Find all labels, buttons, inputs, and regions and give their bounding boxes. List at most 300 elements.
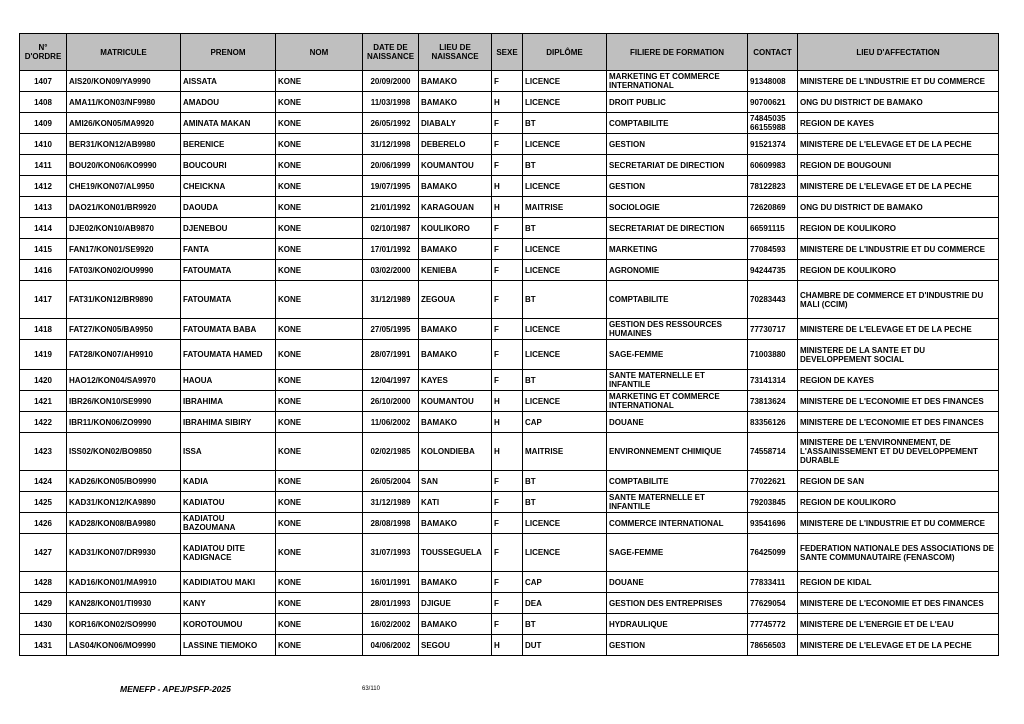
cell-num: 1420 [20,370,67,391]
cell-sexe: F [492,134,523,155]
cell-date: 31/07/1993 [363,534,419,572]
cell-contact: 77084593 [748,239,798,260]
cell-affectation: MINISTERE DE L'ELEVAGE ET DE LA PECHE [798,176,999,197]
cell-prenom: KANY [181,593,276,614]
cell-matricule: KOR16/KON02/SO9990 [67,614,181,635]
cell-contact: 78122823 [748,176,798,197]
cell-prenom: AMINATA MAKAN [181,113,276,134]
col-header-filiere: FILIERE DE FORMATION [607,34,748,71]
cell-num: 1416 [20,260,67,281]
cell-date: 21/01/1992 [363,197,419,218]
table-row [20,71,999,92]
cell-diplome: LICENCE [523,71,607,92]
cell-nom: KONE [276,71,363,92]
cell-num: 1424 [20,471,67,492]
cell-matricule: DAO21/KON01/BR9920 [67,197,181,218]
cell-prenom: KADIATOU BAZOUMANA [181,513,276,534]
table-row [20,433,999,471]
cell-diplome: LICENCE [523,176,607,197]
table-row [20,155,999,176]
cell-num: 1410 [20,134,67,155]
cell-affectation: MINISTERE DE L'ENERGIE ET DE L'EAU [798,614,999,635]
cell-nom: KONE [276,260,363,281]
cell-num: 1429 [20,593,67,614]
cell-nom: KONE [276,433,363,471]
cell-affectation: REGION DE KAYES [798,370,999,391]
cell-filiere: GESTION [607,635,748,656]
cell-matricule: IBR11/KON06/ZO9990 [67,412,181,433]
cell-prenom: BERENICE [181,134,276,155]
cell-nom: KONE [276,492,363,513]
cell-nom: KONE [276,218,363,239]
cell-diplome: DUT [523,635,607,656]
col-header-affectation: LIEU D'AFFECTATION [798,34,999,71]
cell-diplome: LICENCE [523,260,607,281]
cell-sexe: F [492,281,523,319]
cell-diplome: LICENCE [523,134,607,155]
cell-contact: 60609983 [748,155,798,176]
cell-prenom: FATOUMATA [181,281,276,319]
cell-filiere: MARKETING ET COMMERCE INTERNATIONAL [607,71,748,92]
cell-nom: KONE [276,534,363,572]
cell-sexe: F [492,471,523,492]
cell-contact: 74845035 66155988 [748,113,798,134]
cell-contact: 72620869 [748,197,798,218]
cell-affectation: MINISTERE DE L'ELEVAGE ET DE LA PECHE [798,134,999,155]
cell-sexe: F [492,239,523,260]
cell-prenom: AISSATA [181,71,276,92]
cell-sexe: F [492,155,523,176]
cell-contact: 78656503 [748,635,798,656]
cell-date: 02/02/1985 [363,433,419,471]
cell-sexe: H [492,635,523,656]
cell-nom: KONE [276,593,363,614]
cell-nom: KONE [276,340,363,370]
cell-filiere: SANTE MATERNELLE ET INFANTILE [607,492,748,513]
cell-filiere: COMMERCE INTERNATIONAL [607,513,748,534]
cell-matricule: ISS02/KON02/BO9850 [67,433,181,471]
cell-lieu: BAMAKO [419,513,492,534]
table-row [20,239,999,260]
col-header-matricule: MATRICULE [67,34,181,71]
cell-affectation: CHAMBRE DE COMMERCE ET D'INDUSTRIE DU MALI (CCIM) [798,281,999,319]
cell-diplome: BT [523,614,607,635]
cell-affectation: MINISTERE DE L'ELEVAGE ET DE LA PECHE [798,319,999,340]
cell-num: 1419 [20,340,67,370]
cell-nom: KONE [276,134,363,155]
cell-affectation: MINISTERE DE L'INDUSTRIE ET DU COMMERCE [798,513,999,534]
cell-filiere: SOCIOLOGIE [607,197,748,218]
cell-nom: KONE [276,513,363,534]
cell-date: 04/06/2002 [363,635,419,656]
cell-affectation: REGION DE KAYES [798,113,999,134]
cell-contact: 83356126 [748,412,798,433]
cell-nom: KONE [276,92,363,113]
cell-filiere: AGRONOMIE [607,260,748,281]
cell-num: 1414 [20,218,67,239]
cell-contact: 77629054 [748,593,798,614]
cell-prenom: ISSA [181,433,276,471]
cell-filiere: SECRETARIAT DE DIRECTION [607,155,748,176]
cell-sexe: H [492,176,523,197]
cell-prenom: AMADOU [181,92,276,113]
cell-prenom: DJENEBOU [181,218,276,239]
cell-matricule: FAT31/KON12/BR9890 [67,281,181,319]
cell-num: 1418 [20,319,67,340]
cell-contact: 77730717 [748,319,798,340]
cell-filiere: MARKETING [607,239,748,260]
cell-diplome: LICENCE [523,92,607,113]
table-row [20,340,999,370]
cell-contact: 77833411 [748,572,798,593]
cell-date: 17/01/1992 [363,239,419,260]
cell-matricule: KAD31/KON07/DR9930 [67,534,181,572]
cell-nom: KONE [276,614,363,635]
cell-lieu: BAMAKO [419,239,492,260]
cell-sexe: F [492,572,523,593]
cell-contact: 77745772 [748,614,798,635]
cell-diplome: LICENCE [523,513,607,534]
header-row [20,34,999,71]
cell-contact: 70283443 [748,281,798,319]
cell-matricule: KAD28/KON08/BA9980 [67,513,181,534]
cell-date: 28/07/1991 [363,340,419,370]
cell-diplome: BT [523,370,607,391]
cell-nom: KONE [276,113,363,134]
cell-filiere: GESTION DES ENTREPRISES [607,593,748,614]
cell-sexe: F [492,593,523,614]
cell-matricule: AMI26/KON05/MA9920 [67,113,181,134]
col-header-date: DATE DE NAISSANCE [363,34,419,71]
cell-matricule: AIS20/KON09/YA9990 [67,71,181,92]
cell-nom: KONE [276,471,363,492]
table-row [20,260,999,281]
cell-diplome: BT [523,155,607,176]
cell-diplome: MAITRISE [523,433,607,471]
cell-matricule: HAO12/KON04/SA9970 [67,370,181,391]
cell-num: 1409 [20,113,67,134]
cell-prenom: KOROTOUMOU [181,614,276,635]
cell-filiere: DOUANE [607,572,748,593]
cell-lieu: SEGOU [419,635,492,656]
cell-prenom: KADIA [181,471,276,492]
cell-prenom: KADIATOU [181,492,276,513]
cell-date: 26/05/2004 [363,471,419,492]
cell-num: 1421 [20,391,67,412]
table-row [20,593,999,614]
cell-nom: KONE [276,572,363,593]
cell-sexe: F [492,513,523,534]
cell-lieu: KAYES [419,370,492,391]
cell-filiere: SAGE-FEMME [607,340,748,370]
cell-matricule: FAT27/KON05/BA9950 [67,319,181,340]
cell-filiere: COMPTABILITE [607,113,748,134]
cell-num: 1407 [20,71,67,92]
cell-date: 28/08/1998 [363,513,419,534]
cell-lieu: KOUMANTOU [419,391,492,412]
cell-date: 16/02/2002 [363,614,419,635]
col-header-nom: NOM [276,34,363,71]
cell-diplome: BT [523,281,607,319]
cell-sexe: F [492,260,523,281]
table-row [20,370,999,391]
cell-affectation: MINISTERE DE L'INDUSTRIE ET DU COMMERCE [798,239,999,260]
cell-filiere: SECRETARIAT DE DIRECTION [607,218,748,239]
cell-affectation: REGION DE BOUGOUNI [798,155,999,176]
cell-nom: KONE [276,319,363,340]
cell-prenom: FANTA [181,239,276,260]
cell-matricule: KAD26/KON05/BO9990 [67,471,181,492]
col-header-lieu: LIEU DE NAISSANCE [419,34,492,71]
cell-contact: 76425099 [748,534,798,572]
cell-diplome: MAITRISE [523,197,607,218]
cell-date: 31/12/1998 [363,134,419,155]
cell-nom: KONE [276,281,363,319]
cell-prenom: CHEICKNA [181,176,276,197]
cell-date: 02/10/1987 [363,218,419,239]
cell-lieu: KENIEBA [419,260,492,281]
cell-contact: 79203845 [748,492,798,513]
cell-contact: 73141314 [748,370,798,391]
cell-contact: 77022621 [748,471,798,492]
cell-affectation: MINISTERE DE L'ECONOMIE ET DES FINANCES [798,391,999,412]
cell-diplome: CAP [523,572,607,593]
cell-date: 20/06/1999 [363,155,419,176]
cell-lieu: BAMAKO [419,176,492,197]
cell-date: 19/07/1995 [363,176,419,197]
cell-prenom: KADIDIATOU MAKI [181,572,276,593]
cell-num: 1425 [20,492,67,513]
cell-prenom: DAOUDA [181,197,276,218]
cell-matricule: FAT03/KON02/OU9990 [67,260,181,281]
cell-date: 12/04/1997 [363,370,419,391]
cell-sexe: F [492,614,523,635]
table-row [20,412,999,433]
cell-lieu: DJIGUE [419,593,492,614]
cell-filiere: SANTE MATERNELLE ET INFANTILE [607,370,748,391]
cell-affectation: MINISTERE DE L'ENVIRONNEMENT, DE L'ASSAINISSEMENT ET DU DEVELOPPEMENT DURABLE [798,433,999,471]
table-row [20,391,999,412]
cell-affectation: MINISTERE DE LA SANTE ET DU DEVELOPPEMENT SOCIAL [798,340,999,370]
col-header-sexe: SEXE [492,34,523,71]
cell-filiere: ENVIRONNEMENT CHIMIQUE [607,433,748,471]
cell-date: 16/01/1991 [363,572,419,593]
footer-reference: MENEFP - APEJ/PSFP-2025 [120,684,231,694]
cell-filiere: DROIT PUBLIC [607,92,748,113]
cell-date: 20/09/2000 [363,71,419,92]
cell-matricule: KAD31/KON12/KA9890 [67,492,181,513]
cell-date: 11/03/1998 [363,92,419,113]
cell-filiere: COMPTABILITE [607,281,748,319]
cell-diplome: LICENCE [523,319,607,340]
cell-sexe: F [492,340,523,370]
cell-contact: 71003880 [748,340,798,370]
cell-affectation: MINISTERE DE L'INDUSTRIE ET DU COMMERCE [798,71,999,92]
cell-lieu: BAMAKO [419,572,492,593]
col-header-diplome: DIPLÔME [523,34,607,71]
cell-matricule: LAS04/KON06/MO9990 [67,635,181,656]
cell-num: 1423 [20,433,67,471]
table-row [20,134,999,155]
cell-prenom: FATOUMATA [181,260,276,281]
cell-lieu: DIABALY [419,113,492,134]
cell-affectation: MINISTERE DE L'ECONOMIE ET DES FINANCES [798,593,999,614]
cell-matricule: FAT28/KON07/AH9910 [67,340,181,370]
cell-nom: KONE [276,370,363,391]
cell-prenom: IBRAHIMA [181,391,276,412]
cell-sexe: F [492,319,523,340]
cell-diplome: LICENCE [523,391,607,412]
cell-sexe: F [492,218,523,239]
cell-affectation: ONG DU DISTRICT DE BAMAKO [798,197,999,218]
cell-filiere: GESTION DES RESSOURCES HUMAINES [607,319,748,340]
cell-lieu: KATI [419,492,492,513]
cell-affectation: FEDERATION NATIONALE DES ASSOCIATIONS DE SANTE COMMUNAUTAIRE (FENASCOM) [798,534,999,572]
cell-num: 1408 [20,92,67,113]
cell-date: 27/05/1995 [363,319,419,340]
cell-filiere: SAGE-FEMME [607,534,748,572]
table-row [20,218,999,239]
cell-num: 1412 [20,176,67,197]
cell-matricule: AMA11/KON03/NF9980 [67,92,181,113]
col-header-num: N° D'ORDRE [20,34,67,71]
cell-filiere: HYDRAULIQUE [607,614,748,635]
cell-diplome: BT [523,218,607,239]
cell-contact: 93541696 [748,513,798,534]
cell-num: 1428 [20,572,67,593]
cell-sexe: F [492,113,523,134]
table-row [20,534,999,572]
cell-affectation: ONG DU DISTRICT DE BAMAKO [798,92,999,113]
cell-lieu: KARAGOUAN [419,197,492,218]
table-row [20,572,999,593]
cell-diplome: CAP [523,412,607,433]
cell-nom: KONE [276,197,363,218]
cell-contact: 91348008 [748,71,798,92]
cell-prenom: FATOUMATA BABA [181,319,276,340]
table-row [20,635,999,656]
cell-diplome: LICENCE [523,239,607,260]
cell-nom: KONE [276,176,363,197]
cell-affectation: REGION DE KOULIKORO [798,492,999,513]
cell-lieu: BAMAKO [419,614,492,635]
cell-affectation: REGION DE KOULIKORO [798,218,999,239]
col-header-contact: CONTACT [748,34,798,71]
cell-contact: 73813624 [748,391,798,412]
cell-num: 1411 [20,155,67,176]
cell-matricule: FAN17/KON01/SE9920 [67,239,181,260]
table-row [20,176,999,197]
cell-lieu: TOUSSEGUELA [419,534,492,572]
cell-prenom: KADIATOU DITE KADIGNACE [181,534,276,572]
cell-contact: 66591115 [748,218,798,239]
cell-num: 1430 [20,614,67,635]
table-row [20,92,999,113]
cell-num: 1431 [20,635,67,656]
table-row [20,513,999,534]
cell-lieu: KOULIKORO [419,218,492,239]
cell-sexe: F [492,534,523,572]
cell-sexe: F [492,370,523,391]
cell-nom: KONE [276,155,363,176]
cell-diplome: DEA [523,593,607,614]
cell-diplome: LICENCE [523,534,607,572]
cell-sexe: H [492,391,523,412]
cell-nom: KONE [276,391,363,412]
table-row [20,197,999,218]
cell-sexe: F [492,71,523,92]
cell-lieu: BAMAKO [419,319,492,340]
cell-sexe: H [492,197,523,218]
cell-prenom: FATOUMATA HAMED [181,340,276,370]
cell-date: 03/02/2000 [363,260,419,281]
cell-lieu: BAMAKO [419,340,492,370]
cell-sexe: H [492,412,523,433]
cell-lieu: SAN [419,471,492,492]
cell-matricule: BOU20/KON06/KO9990 [67,155,181,176]
table-row [20,614,999,635]
cell-affectation: REGION DE KOULIKORO [798,260,999,281]
page-number: 63/110 [362,686,380,692]
cell-num: 1427 [20,534,67,572]
cell-nom: KONE [276,635,363,656]
cell-lieu: DEBERELO [419,134,492,155]
cell-affectation: REGION DE SAN [798,471,999,492]
cell-lieu: KOUMANTOU [419,155,492,176]
cell-lieu: KOLONDIEBA [419,433,492,471]
cell-matricule: KAN28/KON01/TI9930 [67,593,181,614]
table-row [20,281,999,319]
cell-affectation: MINISTERE DE L'ELEVAGE ET DE LA PECHE [798,635,999,656]
cell-nom: KONE [276,412,363,433]
cell-prenom: BOUCOURI [181,155,276,176]
table-row [20,319,999,340]
cell-date: 31/12/1989 [363,281,419,319]
cell-filiere: COMPTABILITE [607,471,748,492]
cell-prenom: HAOUA [181,370,276,391]
cell-num: 1415 [20,239,67,260]
cell-date: 26/05/1992 [363,113,419,134]
cell-date: 11/06/2002 [363,412,419,433]
cell-nom: KONE [276,239,363,260]
cell-prenom: IBRAHIMA SIBIRY [181,412,276,433]
cell-lieu: BAMAKO [419,71,492,92]
cell-lieu: ZEGOUA [419,281,492,319]
table-row [20,113,999,134]
table-row [20,492,999,513]
cell-num: 1413 [20,197,67,218]
cell-diplome: BT [523,471,607,492]
cell-filiere: DOUANE [607,412,748,433]
table-row [20,471,999,492]
cell-matricule: KAD16/KON01/MA9910 [67,572,181,593]
cell-filiere: GESTION [607,134,748,155]
cell-matricule: DJE02/KON10/AB9870 [67,218,181,239]
cell-date: 26/10/2000 [363,391,419,412]
cell-sexe: H [492,433,523,471]
cell-num: 1422 [20,412,67,433]
cell-num: 1417 [20,281,67,319]
cell-diplome: BT [523,113,607,134]
cell-contact: 90700621 [748,92,798,113]
cell-affectation: REGION DE KIDAL [798,572,999,593]
cell-filiere: MARKETING ET COMMERCE INTERNATIONAL [607,391,748,412]
cell-diplome: LICENCE [523,340,607,370]
cell-diplome: BT [523,492,607,513]
cell-prenom: LASSINE TIEMOKO [181,635,276,656]
cell-sexe: F [492,492,523,513]
cell-contact: 74558714 [748,433,798,471]
